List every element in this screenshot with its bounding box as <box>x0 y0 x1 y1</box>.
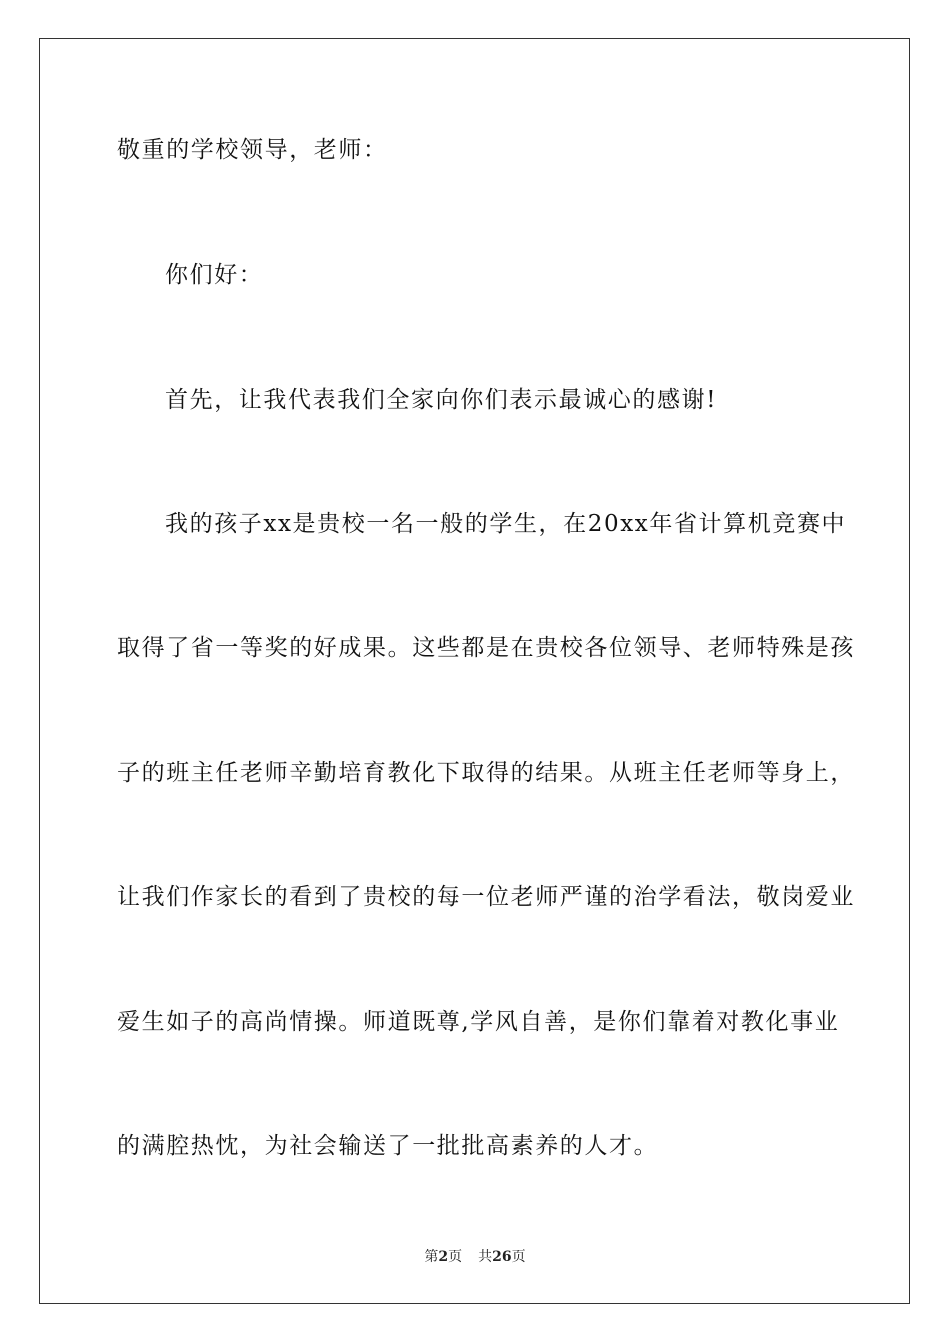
paragraph-line-1: 首先，让我代表我们全家向你们表示最诚心的感谢! <box>165 387 718 413</box>
greeting: 你们好： <box>165 262 264 288</box>
paragraph-line-5: 让我们作家长的看到了贵校的每一位老师严谨的治学看法，敬岗爱业 <box>117 884 855 910</box>
total-prefix: 共 <box>478 1249 493 1265</box>
paragraph-line-2: 我的孩子xx是贵校一名一般的学生，在20xx年省计算机竞赛中 <box>165 511 847 537</box>
page-number: 2 <box>438 1249 449 1265</box>
paragraph-line-4: 子的班主任老师辛勤培育教化下取得的结果。从班主任老师等身上， <box>117 760 855 786</box>
page-footer <box>0 1248 950 1266</box>
salutation: 敬重的学校领导，老师： <box>117 137 388 163</box>
total-pages: 26 <box>492 1249 512 1265</box>
paragraph-line-6: 爱生如子的高尚情操。师道既尊,学风自善，是你们靠着对教化事业 <box>117 1009 840 1035</box>
paragraph-line-3: 取得了省一等奖的好成果。这些都是在贵校各位领导、老师特殊是孩 <box>117 635 855 661</box>
paragraph-line-7: 的满腔热忱，为社会输送了一批批高素养的人才。 <box>117 1133 659 1159</box>
page-frame <box>39 38 910 1304</box>
page-prefix: 第 <box>424 1249 439 1265</box>
total-suffix: 页 <box>511 1249 526 1265</box>
page-suffix: 页 <box>448 1249 463 1265</box>
